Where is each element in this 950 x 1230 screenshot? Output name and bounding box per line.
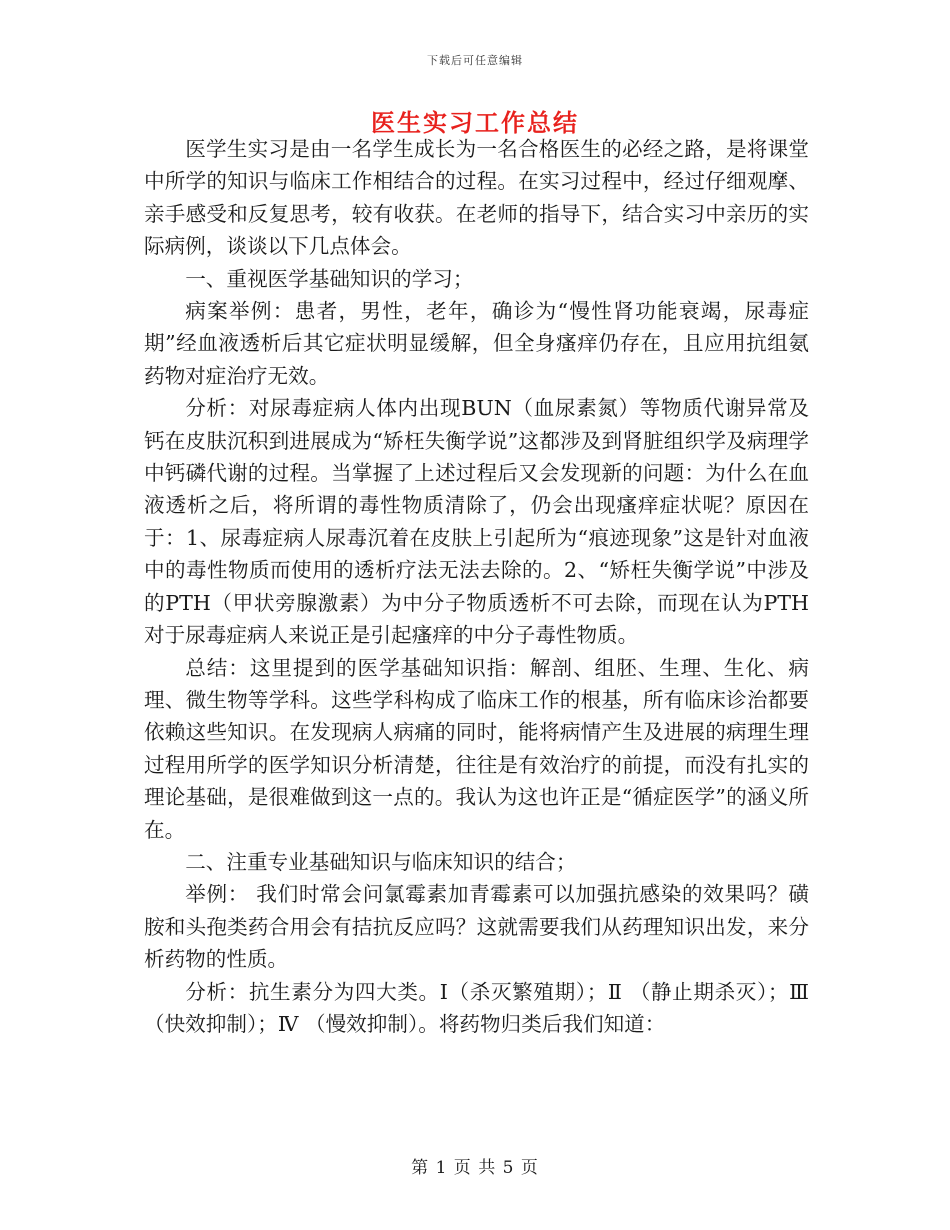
header-note: 下载后可任意编辑 [427,54,523,67]
paragraph-example: 举例： 我们时常会问氯霉素加青霉素可以加强抗感染的效果吗？磺胺和头孢类药合用会有拮抗反应吗？这就需要我们从药理知识出发，来分析药物的性质。 [144,882,809,972]
paragraph-summary: 总结：这里提到的医学基础知识指：解剖、组胚、生理、生化、病理、微生物等学科。这些学科构成了临床工作的根基，所有临床诊治都要依赖这些知识。在发现病人病痛的同时，能将病情产生及进展的病理生理过程用所学的医学知识分析清楚，往往是有效治疗的前提，而没有扎实的理论基础，是很难做到这一点的。我认为这也许正是“循症医学”的涵义所在。 [144,655,809,842]
paragraph-intro: 医学生实习是由一名学生成长为一名合格医生的必经之路，是将课堂中所学的知识与临床工作相结合的过程。在实习过程中，经过仔细观摩、亲手感受和反复思考，较有收获。在老师的指导下，结合实习中亲历的实际病例，谈谈以下几点体会。 [144,137,809,259]
paragraph-analysis-2: 分析：抗生素分为四大类。Ⅰ（杀灭繁殖期）；Ⅱ （静止期杀灭）；Ⅲ （快效抑制）；Ⅳ （慢效抑制）。将药物归类后我们知道： [144,979,809,1036]
page-footer: 第 1 页 共 5 页 [411,1158,539,1178]
paragraph-heading-1: 一、重视医学基础知识的学习； [185,266,474,291]
paragraph-case: 病案举例：患者，男性，老年，确诊为“慢性肾功能衰竭，尿毒症期”经血液透析后其它症状明显缓解，但全身瘙痒仍存在，且应用抗组氨药物对症治疗无效。 [144,299,809,388]
document-body [144,133,809,1040]
paragraph-analysis-1: 分析：对尿毒症病人体内出现BUN（血尿素氮）等物质代谢异常及钙在皮肤沉积到进展成为“矫枉失衡学说”这都涉及到肾脏组织学及病理学中钙磷代谢的过程。当掌握了上述过程后又会发现新的问题：为什么在血液透析之后，将所谓的毒性物质清除了，仍会出现瘙痒症状呢？原因在于：1、尿毒症病人尿毒沉着在皮肤上引起所为“痕迹现象”这是针对血液中的毒性物质而使用的透析疗法无法去除的。2、“矫枉失衡学说”中涉及的PTH（甲状旁腺激素）为中分子物质透析不可去除，而现在认为PTH对于尿毒症病人来说正是引起瘙痒的中分子毒性物质。 [144,396,809,648]
paragraph-heading-2: 二、注重专业基础知识与临床知识的结合； [185,849,577,874]
document-title: 医生实习工作总结 [371,108,579,137]
